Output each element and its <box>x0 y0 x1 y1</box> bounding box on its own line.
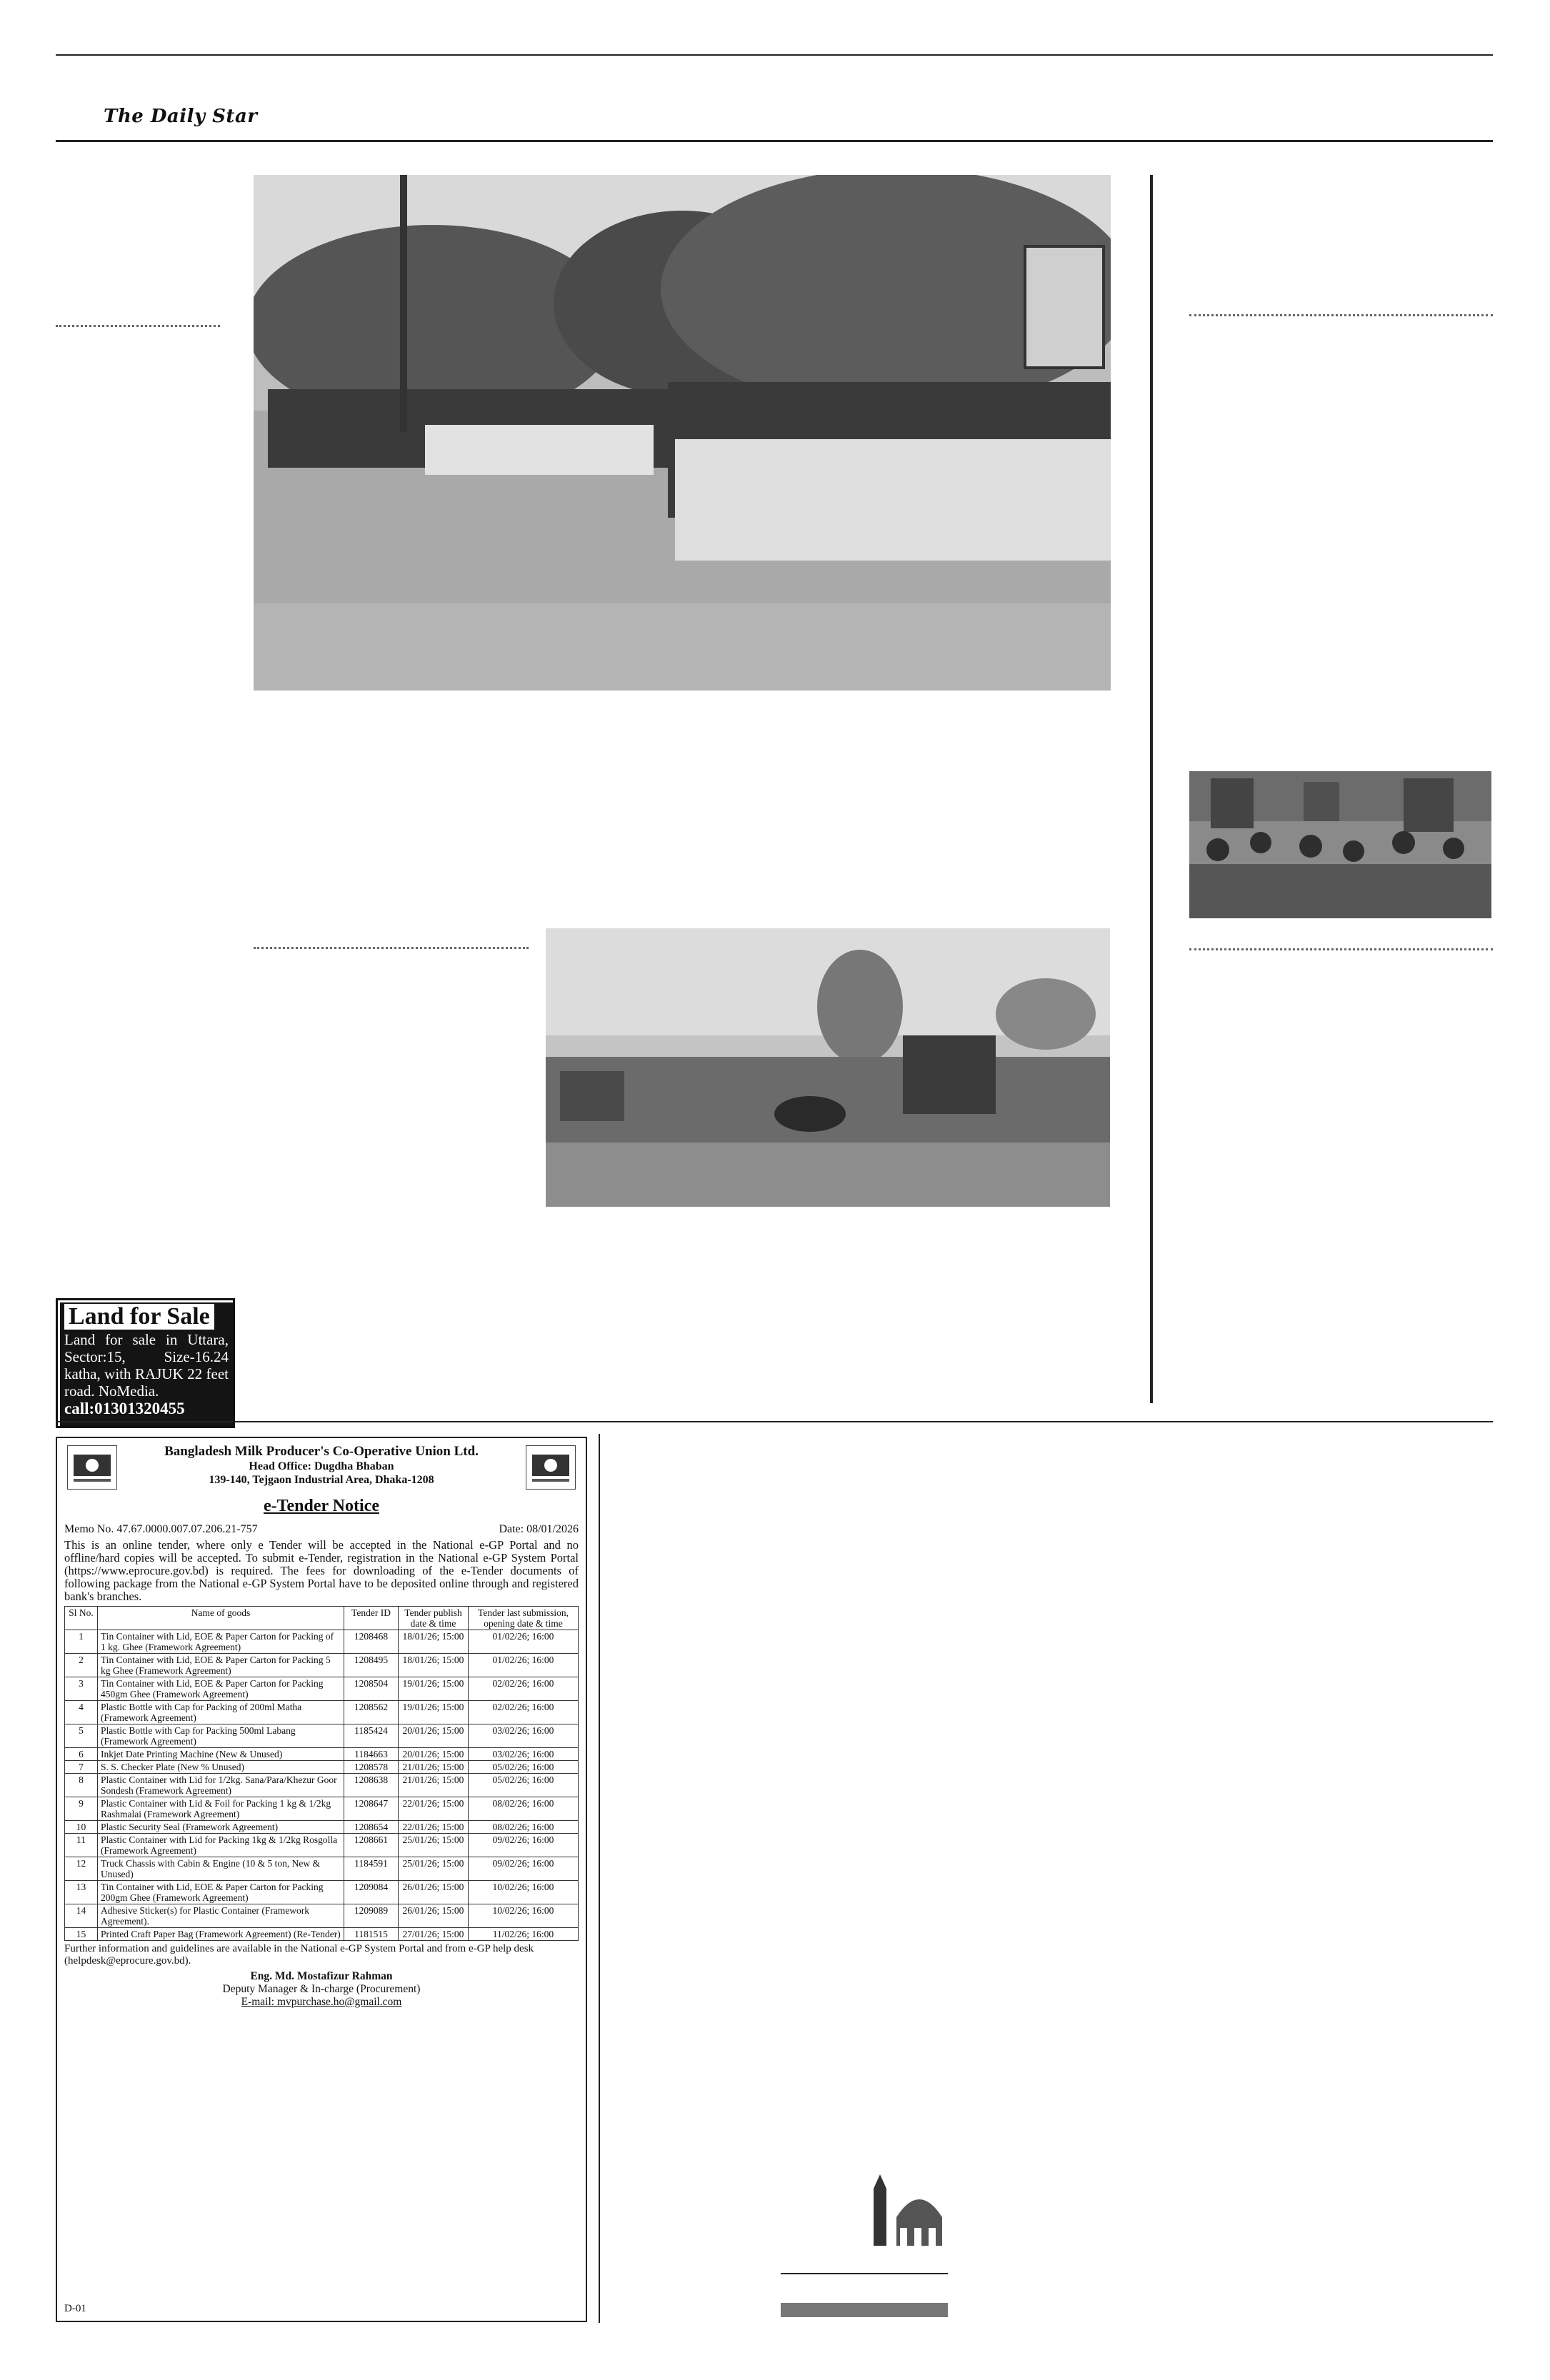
land-ad-title: Land for Sale <box>64 1304 214 1330</box>
table-cell: Plastic Security Seal (Framework Agreement) <box>98 1821 344 1834</box>
table-cell: Printed Craft Paper Bag (Framework Agreement) (Re-Tender) <box>98 1928 344 1941</box>
milk-union-logo-right <box>526 1445 576 1490</box>
table-row <box>65 1677 579 1701</box>
table-cell: 1208638 <box>344 1774 399 1797</box>
tender-table <box>64 1606 579 1941</box>
table-cell: 1209084 <box>344 1881 399 1904</box>
tender-head-office: Head Office: Dugdha Bhaban <box>249 1460 394 1472</box>
table-cell: 9 <box>65 1797 98 1821</box>
table-header: Tender ID <box>344 1607 399 1630</box>
tender-memo: Memo No. 47.67.0000.007.07.206.21-757 <box>64 1523 258 1535</box>
table-cell: 1208562 <box>344 1701 399 1724</box>
table-cell: 02/02/26; 16:00 <box>469 1677 579 1701</box>
table-cell: 19/01/26; 15:00 <box>399 1701 469 1724</box>
tender-address: 139-140, Tejgaon Industrial Area, Dhaka-1208 <box>209 1474 434 1486</box>
table-cell: 7 <box>65 1761 98 1774</box>
land-ad-phone: call:01301320455 <box>64 1400 185 1417</box>
right-column-divider <box>1189 314 1493 316</box>
gallery-photo <box>1189 771 1491 918</box>
table-cell: 08/02/26; 16:00 <box>469 1821 579 1834</box>
table-cell: 03/02/26; 16:00 <box>469 1724 579 1748</box>
table-row <box>65 1928 579 1941</box>
table-cell: 02/02/26; 16:00 <box>469 1701 579 1724</box>
table-row <box>65 1821 579 1834</box>
table-cell: 1 <box>65 1630 98 1654</box>
table-cell: 11/02/26; 16:00 <box>469 1928 579 1941</box>
table-cell: 22/01/26; 15:00 <box>399 1821 469 1834</box>
table-cell: 1208504 <box>344 1677 399 1701</box>
table-cell: 08/02/26; 16:00 <box>469 1797 579 1821</box>
table-cell: 13 <box>65 1881 98 1904</box>
tender-signatory: Eng. Md. Mostafizur Rahman <box>250 1970 393 1982</box>
table-cell: 1208661 <box>344 1834 399 1857</box>
land-ad-body: Land for sale in Uttara, Sector:15, Size-16.24 katha, with RAJUK 22 feet road. NoMedia. <box>64 1331 229 1400</box>
table-cell: 12 <box>65 1857 98 1881</box>
table-header: Sl No. <box>65 1607 98 1630</box>
table-header: Tender publish date & time <box>399 1607 469 1630</box>
mosque-bar <box>781 2303 948 2317</box>
table-cell: 1208468 <box>344 1630 399 1654</box>
table-cell: 03/02/26; 16:00 <box>469 1748 579 1761</box>
table-cell: 09/02/26; 16:00 <box>469 1834 579 1857</box>
section-rule <box>56 1421 1493 1422</box>
table-cell: 21/01/26; 15:00 <box>399 1774 469 1797</box>
table-cell: 01/02/26; 16:00 <box>469 1630 579 1654</box>
table-cell: 25/01/26; 15:00 <box>399 1834 469 1857</box>
table-cell: 21/01/26; 15:00 <box>399 1761 469 1774</box>
table-cell: 1209089 <box>344 1904 399 1928</box>
table-row <box>65 1834 579 1857</box>
table-cell: Truck Chassis with Cabin & Engine (10 & 5 ton, New & Unused) <box>98 1857 344 1881</box>
table-row <box>65 1857 579 1881</box>
table-cell: 26/01/26; 15:00 <box>399 1904 469 1928</box>
land-for-sale-ad <box>56 1298 235 1428</box>
table-cell: 3 <box>65 1677 98 1701</box>
table-cell: 1181515 <box>344 1928 399 1941</box>
table-cell: Tin Container with Lid, EOE & Paper Carton for Packing 5 kg Ghee (Framework Agreement) <box>98 1654 344 1677</box>
ad-code: D-01 <box>64 2303 86 2314</box>
left-column-divider <box>56 325 220 327</box>
table-cell: Plastic Bottle with Cap for Packing of 200ml Matha (Framework Agreement) <box>98 1701 344 1724</box>
table-cell: 20/01/26; 15:00 <box>399 1748 469 1761</box>
table-cell: Inkjet Date Printing Machine (New & Unused) <box>98 1748 344 1761</box>
table-cell: 6 <box>65 1748 98 1761</box>
milk-union-logo-left <box>67 1445 117 1490</box>
mosque-rule <box>781 2273 948 2274</box>
table-row <box>65 1761 579 1774</box>
tender-footer: Further information and guidelines are available in the National e-GP System Portal and from e-GP help desk (helpdesk@eprocure.gov.bd). <box>64 1943 534 1967</box>
right-column-divider-lower <box>1189 948 1493 950</box>
tender-body: This is an online tender, where only e Tender will be accepted in the National e-GP Portal and no offline/hard copies will be accepted. To submit e-Tender, registration in the National e-GP System Portal (https://www.eprocure.gov.bd) is required. The fees for downloading of the e-Tender documents of following package from the National e-GP System Portal have to be deposited online through and registered bank's branches. <box>64 1538 579 1603</box>
column-separator <box>1150 175 1153 1403</box>
table-cell: Tin Container with Lid, EOE & Paper Carton for Packing 450gm Ghee (Framework Agreement) <box>98 1677 344 1701</box>
table-cell: 8 <box>65 1774 98 1797</box>
tender-title: e-Tender Notice <box>264 1497 379 1515</box>
table-row <box>65 1724 579 1748</box>
table-cell: 05/02/26; 16:00 <box>469 1774 579 1797</box>
table-row <box>65 1701 579 1724</box>
ad-divider <box>599 1434 600 2323</box>
table-cell: Plastic Container with Lid & Foil for Packing 1 kg & 1/2kg Rashmalai (Framework Agreement) <box>98 1797 344 1821</box>
table-cell: 18/01/26; 15:00 <box>399 1630 469 1654</box>
masthead-rule <box>56 140 1493 142</box>
table-cell: 15 <box>65 1928 98 1941</box>
mosque-icon <box>868 2167 946 2246</box>
top-rule <box>56 54 1493 56</box>
table-cell: 20/01/26; 15:00 <box>399 1724 469 1748</box>
middle-divider <box>254 947 529 949</box>
table-row <box>65 1881 579 1904</box>
tender-email: E-mail: mvpurchase.ho@gmail.com <box>241 1996 402 2008</box>
table-row <box>65 1904 579 1928</box>
table-cell: Plastic Container with Lid for Packing 1kg & 1/2kg Rosgolla (Framework Agreement) <box>98 1834 344 1857</box>
protest-photo <box>254 175 1111 691</box>
table-cell: 05/02/26; 16:00 <box>469 1761 579 1774</box>
table-cell: 1208495 <box>344 1654 399 1677</box>
table-cell: 5 <box>65 1724 98 1748</box>
table-cell: 11 <box>65 1834 98 1857</box>
table-cell: 1184663 <box>344 1748 399 1761</box>
table-cell: 1185424 <box>344 1724 399 1748</box>
table-cell: 10/02/26; 16:00 <box>469 1881 579 1904</box>
table-cell: 18/01/26; 15:00 <box>399 1654 469 1677</box>
table-cell: 14 <box>65 1904 98 1928</box>
table-cell: 25/01/26; 15:00 <box>399 1857 469 1881</box>
tender-org: Bangladesh Milk Producer's Co-Operative Union Ltd. <box>164 1444 479 1459</box>
table-cell: 01/02/26; 16:00 <box>469 1654 579 1677</box>
table-cell: 10/02/26; 16:00 <box>469 1904 579 1928</box>
table-row <box>65 1774 579 1797</box>
table-cell: Tin Container with Lid, EOE & Paper Carton for Packing 200gm Ghee (Framework Agreement) <box>98 1881 344 1904</box>
road-blockade-photo <box>546 928 1110 1207</box>
table-row <box>65 1654 579 1677</box>
table-cell: Tin Container with Lid, EOE & Paper Carton for Packing of 1 kg. Ghee (Framework Agreement) <box>98 1630 344 1654</box>
masthead: The Daily Star <box>104 106 258 127</box>
table-cell: Plastic Bottle with Cap for Packing 500ml Labang (Framework Agreement) <box>98 1724 344 1748</box>
e-tender-notice <box>56 1437 587 2322</box>
table-header: Name of goods <box>98 1607 344 1630</box>
table-cell: 1184591 <box>344 1857 399 1881</box>
table-cell: 4 <box>65 1701 98 1724</box>
table-cell: Plastic Container with Lid for 1/2kg. Sana/Para/Khezur Goor Sondesh (Framework Agreement) <box>98 1774 344 1797</box>
table-cell: 1208578 <box>344 1761 399 1774</box>
table-cell: 2 <box>65 1654 98 1677</box>
table-row <box>65 1630 579 1654</box>
table-cell: S. S. Checker Plate (New % Unused) <box>98 1761 344 1774</box>
table-cell: 09/02/26; 16:00 <box>469 1857 579 1881</box>
table-cell: 1208654 <box>344 1821 399 1834</box>
table-cell: 19/01/26; 15:00 <box>399 1677 469 1701</box>
tender-date: Date: 08/01/2026 <box>499 1523 579 1535</box>
table-cell: 22/01/26; 15:00 <box>399 1797 469 1821</box>
table-row <box>65 1748 579 1761</box>
table-row <box>65 1797 579 1821</box>
table-cell: 26/01/26; 15:00 <box>399 1881 469 1904</box>
table-header: Tender last submission, opening date & time <box>469 1607 579 1630</box>
tender-signatory-title: Deputy Manager & In-charge (Procurement) <box>222 1983 421 1995</box>
table-cell: Adhesive Sticker(s) for Plastic Container (Framework Agreement). <box>98 1904 344 1928</box>
table-cell: 10 <box>65 1821 98 1834</box>
table-cell: 27/01/26; 15:00 <box>399 1928 469 1941</box>
table-cell: 1208647 <box>344 1797 399 1821</box>
